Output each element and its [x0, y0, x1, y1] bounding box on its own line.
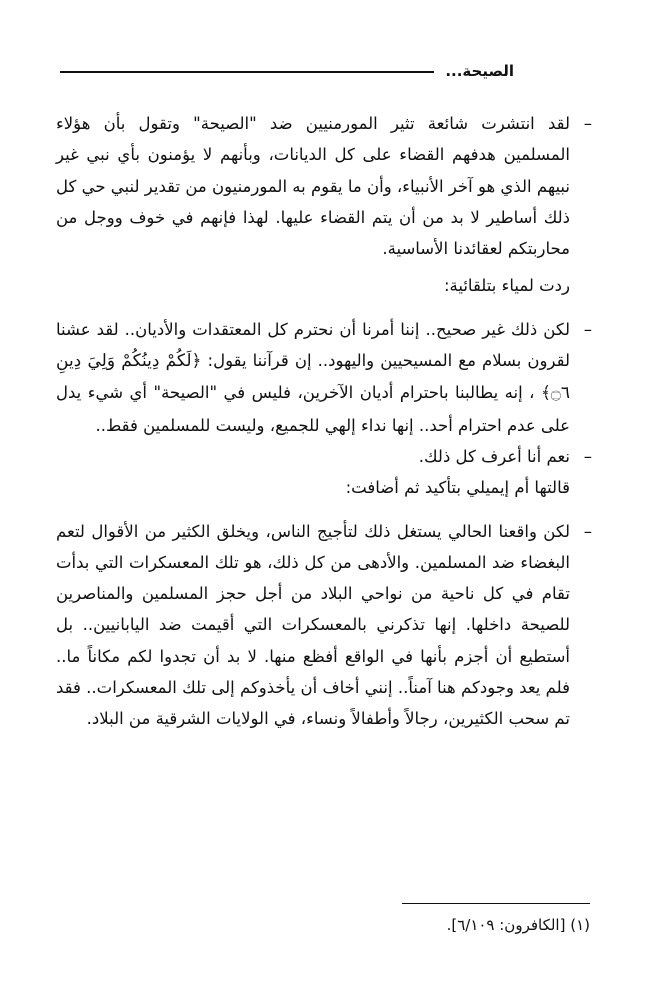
- running-header: [60, 58, 514, 84]
- paragraph-emily-mother: قالتها أم إيميلي بتأكيد ثم أضافت:: [345, 478, 570, 498]
- header-title: الصيحة...: [445, 62, 514, 80]
- header-rule: [60, 71, 434, 73]
- paragraph-i-know: – نعم أنا أعرف كل ذلك.: [56, 441, 592, 472]
- quran-verse: ﴿لَكُمْ دِينُكُمْ وَلِيَ دِينِ ۝٦﴾: [56, 351, 570, 404]
- paragraph-respect: [56, 314, 592, 441]
- paragraph-lamia-reply: ردت لمياء بتلقائية:: [443, 276, 570, 296]
- page-body: [56, 108, 592, 735]
- paragraph-respect-before: لكن ذلك غير صحيح.. إننا أمرنا أن نحترم كل المعتقدات والأديان.. لقد عشنا لقرون بسلام مع المسيحيين واليهود.. إن قرآننا يقول:: [56, 319, 570, 371]
- footnote-rule: [402, 903, 590, 904]
- paragraph-rumor: – لقد انتشرت شائعة تثير المورمنيين ضد "الصيحة" وتقول بأن هؤلاء المسلمين هدفهم القضاء على كل الديانات، وبأنهم لا يؤمنون بأي نبي غير نبيهم الذي هو آخر الأنبياء، وأن ما يقوم به المورمنيون من تقدير لنبي حي كل ذلك أساطير لا بد من أن يتم القضاء عليها. لهذا فإنهم في خوف ووجل من محاربتكم لعقائدنا الأساسية.: [56, 108, 592, 264]
- footnote: (١) [الكافرون: ٦/١٠٩].: [446, 916, 590, 934]
- paragraph-respect-after: ، إنه يطالبنا باحترام أديان الآخرين، فليس في "الصيحة" أي شيء يدل على عدم احترام أحد.. إنها نداء إلهي للجميع، وليست للمسلمين فقط..: [56, 383, 570, 435]
- paragraph-camps: – لكن واقعنا الحالي يستغل ذلك لتأجيج الناس، ويخلق الكثير من الأقوال لتعم البغضاء ضد المسلمين. والأدهى من كل ذلك، هو تلك المعسكرات التي بدأت تقام في كل ناحية من نواحي البلاد من أجل حجز المسلمين والمناصرين للصيحة داخلها. إنها تذكرني بالمعسكرات التي أقيمت ضد اليابانيين.. بل أستطيع أن أجزم بأنها في الواقع أفظع منها. لا بد أن تجدوا لكم مكاناً ما.. فلم يعد وجودكم هنا آمناً.. إنني أخاف أن يأخذوكم إلى تلك المعسكرات.. فقد تم سحب الكثيرين، رجالاً وأطفالاً ونساء، في الولايات الشرقية من البلاد.: [56, 516, 592, 735]
